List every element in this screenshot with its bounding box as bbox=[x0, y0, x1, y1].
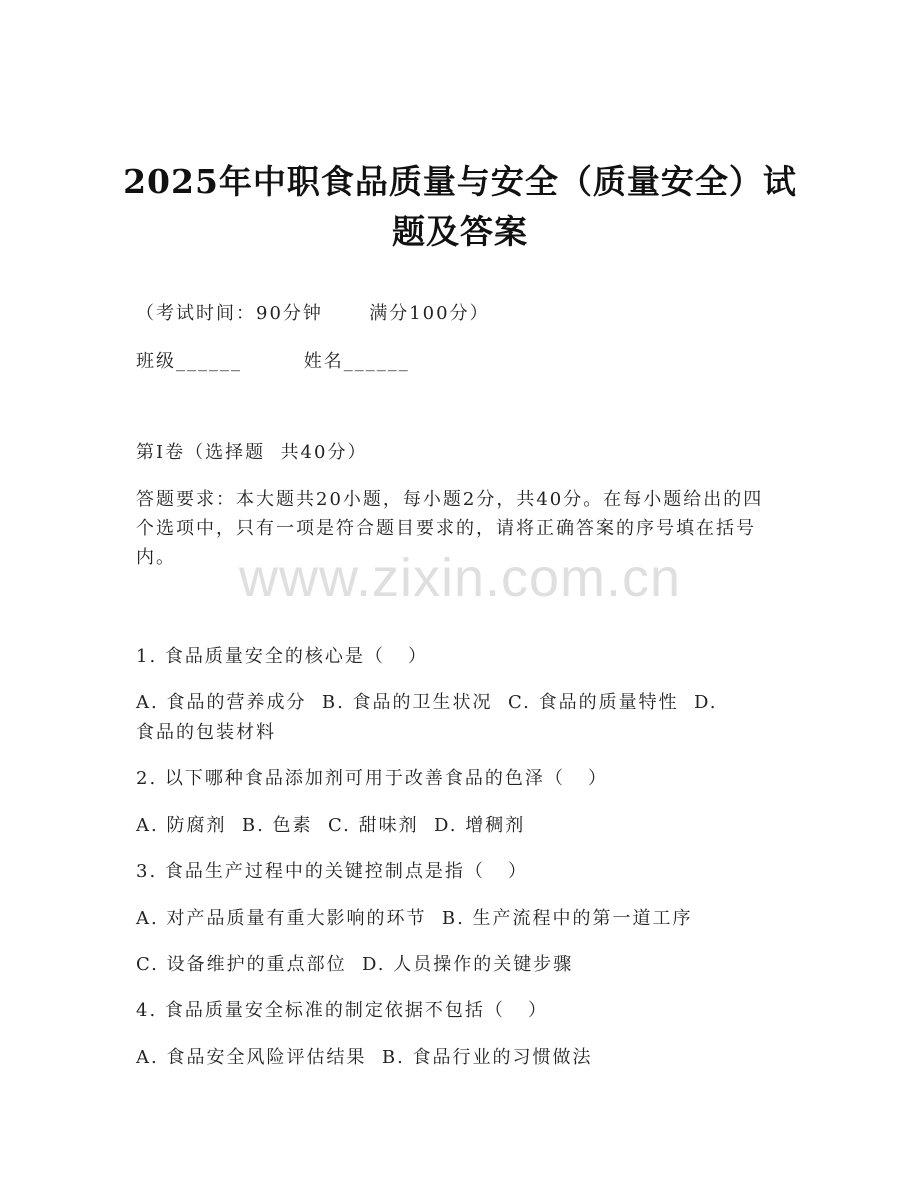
question-3-stem: 3. 食品生产过程中的关键控制点是指（ ） bbox=[136, 861, 529, 882]
question-4-stem: 4. 食品质量安全标准的制定依据不包括（ ） bbox=[136, 1000, 549, 1021]
document-title-line-1: 2025年中职食品质量与安全（质量安全）试 bbox=[123, 162, 797, 201]
question-2-stem: 2. 以下哪种食品添加剂可用于改善食品的色泽（ ） bbox=[136, 768, 609, 789]
question-1-options: A. 食品的营养成分 B. 食品的卫生状况 C. 食品的质量特性 D. bbox=[136, 692, 718, 713]
watermark: www.zixin.com.cn bbox=[238, 548, 682, 608]
section-heading: 第Ⅰ卷（选择题 共40分） bbox=[136, 442, 368, 463]
exam-info: （考试时间：90分钟 满分100分） bbox=[136, 303, 490, 324]
question-2-options: A. 防腐剂 B. 色素 C. 甜味剂 D. 增稠剂 bbox=[136, 815, 526, 836]
document-title-line-2: 题及答案 bbox=[392, 212, 528, 251]
question-3-options-continued: C. 设备维护的重点部位 D. 人员操作的关键步骤 bbox=[136, 954, 574, 975]
question-4-options: A. 食品安全风险评估结果 B. 食品行业的习惯做法 bbox=[136, 1047, 593, 1068]
question-3-options: A. 对产品质量有重大影响的环节 B. 生产流程中的第一道工序 bbox=[136, 908, 693, 929]
question-1-stem: 1. 食品质量安全的核心是（ ） bbox=[136, 646, 429, 667]
instructions: 答题要求：本大题共20小题，每小题2分，共40分。在每小题给出的四个选项中，只有一项是符合题目要求的，请将正确答案的序号填在括号内。 bbox=[136, 489, 764, 568]
class-name-fields: 班级______ 姓名______ bbox=[136, 351, 410, 372]
question-1-options-continued: 食品的包装材料 bbox=[136, 722, 276, 743]
